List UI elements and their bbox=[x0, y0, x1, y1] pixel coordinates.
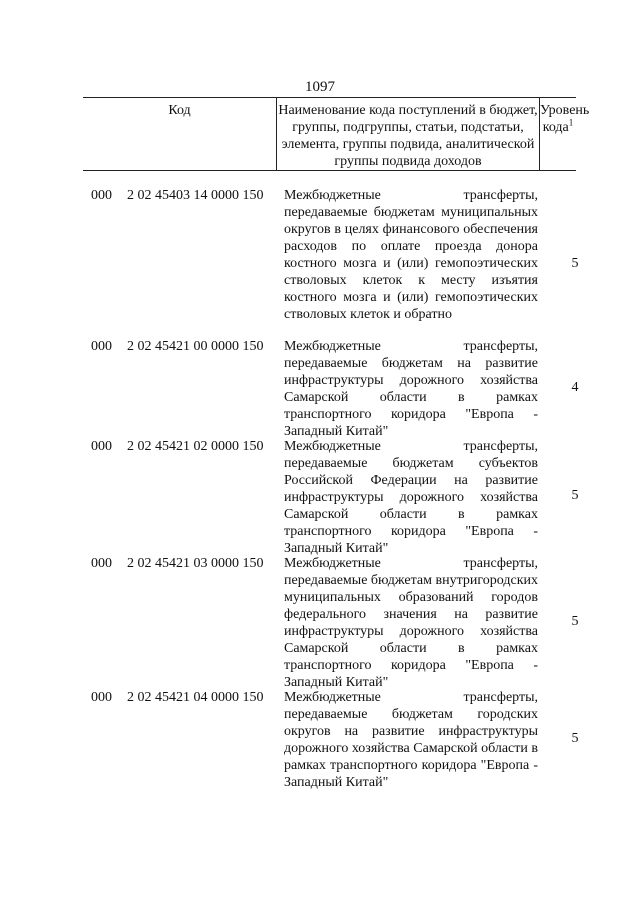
row-code: 2 02 45403 14 0000 150 bbox=[127, 188, 264, 203]
row-level: 5 bbox=[571, 731, 579, 746]
row-name: Межбюджетные трансферты, передаваемые бюджетам внутригородских муниципальных образований городов федерального значения на развитие инфраструктуры дорожного хозяйства Самарской области в рамках транспортного коридора "Европа - Западный Китай" bbox=[284, 556, 538, 690]
row-name: Межбюджетные трансферты, передаваемые бюджетам муниципальных округов в целях финансового обеспечения расходов по оплате проезда донора костного мозга и (или) гемопоэтических стволовых клеток к месту изъятия костного мозга и (или) гемопоэтических стволовых клеток и обратно bbox=[284, 188, 538, 322]
header-level bbox=[540, 98, 590, 170]
row-code: 2 02 45421 04 0000 150 bbox=[127, 690, 264, 705]
header-code: Код bbox=[83, 98, 277, 170]
row-name: Межбюджетные трансферты, передаваемые бюджетам на развитие инфраструктуры дорожного хозяйства Самарской области в рамках транспортного коридора "Европа - Западный Китай" bbox=[284, 339, 538, 439]
row-code: 2 02 45421 02 0000 150 bbox=[127, 439, 264, 454]
row-code: 2 02 45421 03 0000 150 bbox=[127, 556, 264, 571]
row-prefix: 000 bbox=[91, 188, 112, 203]
row-name: Межбюджетные трансферты, передаваемые бюджетам городских округов на развитие инфраструктуры дорожного хозяйства Самарской области в рамках транспортного коридора "Европа - Западный Китай" bbox=[284, 690, 538, 790]
row-prefix: 000 bbox=[91, 339, 112, 354]
header-level-label: Уровень кода bbox=[540, 103, 590, 135]
table-header bbox=[83, 97, 590, 171]
page-number: 1097 bbox=[305, 79, 335, 95]
row-prefix: 000 bbox=[91, 439, 112, 454]
footnote-marker: 1 bbox=[568, 117, 574, 128]
row-level: 5 bbox=[571, 256, 579, 271]
row-prefix: 000 bbox=[91, 690, 112, 705]
row-level: 5 bbox=[571, 488, 579, 503]
row-name: Межбюджетные трансферты, передаваемые бюджетам субъектов Российской Федерации на развитие инфраструктуры дорожного хозяйства Самарской области в рамках транспортного коридора "Европа - Западный Китай" bbox=[284, 439, 538, 556]
row-prefix: 000 bbox=[91, 556, 112, 571]
header-name: Наименование кода поступлений в бюджет, группы, подгруппы, статьи, подстатьи, элемента, группы подвида, аналитической группы подвида доходов bbox=[277, 98, 540, 170]
row-code: 2 02 45421 00 0000 150 bbox=[127, 339, 264, 354]
row-level: 5 bbox=[571, 614, 579, 629]
row-level: 4 bbox=[571, 380, 579, 395]
